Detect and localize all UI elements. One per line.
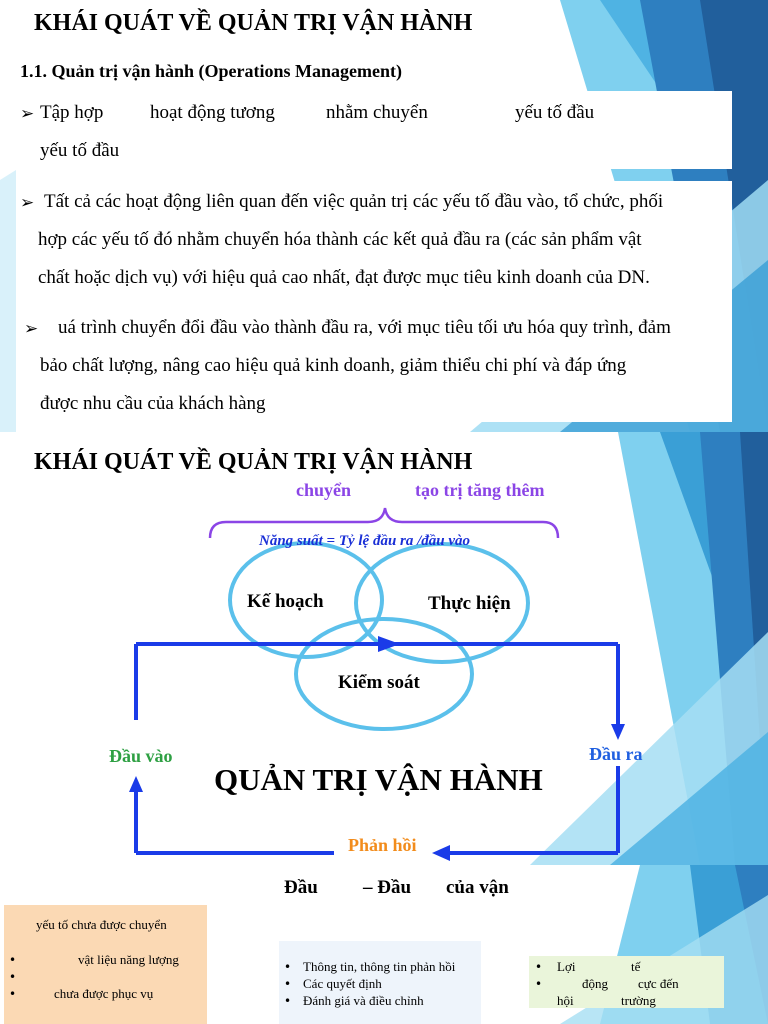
bullet3-line-2: bảo chất lượng, nâng cao hiệu quả kinh doanh, giảm thiểu chi phí và đáp ứng [40, 355, 627, 376]
inputs-card-title: yếu tố chưa được chuyển [36, 917, 167, 932]
label-control: Kiểm soát [338, 672, 420, 693]
bullet-dot: • [284, 994, 292, 1008]
operations-management-title: QUẢN TRỊ VẬN HÀNH [214, 762, 543, 797]
slide-2-title: KHÁI QUÁT VỀ QUẢN TRỊ VẬN HÀNH [34, 449, 473, 475]
bullet2-line-2: hợp các yếu tố đó nhằm chuyển hóa thành các kết quả đầu ra (các sản phẩm vật [38, 229, 642, 250]
inputs-card [4, 905, 207, 1024]
arrow-left-icon [432, 845, 450, 861]
outputs-item-2: tế [631, 959, 641, 974]
bullet-dot: • [9, 970, 17, 984]
bullet1-word-4: yếu tố đầu [515, 102, 595, 123]
label-plan: Kế hoạch [247, 591, 324, 612]
slide-1-title: KHÁI QUÁT VỀ QUẢN TRỊ VẬN HÀNH [34, 10, 473, 36]
process-item-1: Thông tin, thông tin phản hồi [303, 959, 456, 974]
slide-2 [0, 432, 768, 865]
bullet1-word-1: Tập hợp [40, 102, 104, 123]
outputs-item-6: trường [621, 993, 656, 1008]
bullet-box-1 [16, 91, 732, 169]
outputs-item-1: Lợi [557, 959, 576, 974]
inputs-item-3: chưa được phục vụ [54, 986, 154, 1001]
slide-1 [0, 0, 768, 432]
arrow-bullet-icon: ➢ [20, 193, 35, 213]
arrow-down-icon [611, 724, 625, 740]
bullet-dot: • [535, 960, 543, 974]
input-label: Đầu vào [109, 746, 173, 766]
bullet1-line-2: yếu tố đầu [40, 140, 120, 161]
bullet-dot: • [9, 987, 17, 1001]
outputs-item-3: động [582, 976, 608, 991]
brace-left-label: chuyển [296, 480, 352, 500]
feedback-label: Phản hồi [348, 835, 417, 855]
bullet2-line-1: Tất cả các hoạt động liên quan đến việc quản trị các yếu tố đầu vào, tổ chức, phối [44, 191, 664, 212]
inputs-item-1: vật liệu năng lượng [78, 952, 179, 967]
brace-right-label: tạo trị tăng thêm [415, 480, 545, 500]
slide-3-heading-word-1: Đầu [284, 877, 318, 898]
outputs-item-4: cực đến [638, 976, 679, 991]
process-item-2: Các quyết định [303, 976, 382, 991]
arrow-up-icon [129, 776, 143, 792]
process-card [279, 941, 481, 1024]
bullet3-line-1: uá trình chuyển đổi đầu vào thành đầu ra, với mục tiêu tối ưu hóa quy trình, đảm [58, 317, 671, 338]
bullet-box-2 [16, 181, 732, 422]
slide-1-subtitle: 1.1. Quản trị vận hành (Operations Management) [20, 61, 403, 81]
arrow-bullet-icon: ➢ [20, 104, 35, 124]
label-execute: Thực hiện [428, 593, 511, 614]
bullet1-word-2: hoạt động tương [150, 102, 275, 123]
arrow-bullet-icon: ➢ [24, 319, 39, 339]
productivity-formula: Năng suất = Tỷ lệ đầu ra /đầu vào [259, 533, 471, 549]
bullet-dot: • [9, 953, 17, 967]
outputs-card [529, 956, 724, 1008]
bullet-dot: • [284, 977, 292, 991]
bullet2-line-3: chất hoặc dịch vụ) với hiệu quả cao nhất, đạt được mục tiêu kinh doanh của DN. [38, 267, 650, 288]
bullet1-word-3: nhằm chuyển [326, 102, 428, 123]
operations-diagram [0, 432, 768, 865]
output-label: Đầu ra [589, 744, 643, 764]
slide-3 [0, 865, 768, 1024]
outputs-item-5: hội [557, 993, 574, 1008]
slide-3-heading-word-2: – Đầu [363, 877, 412, 898]
bullet-dot: • [535, 977, 543, 991]
bullet3-line-3: được nhu cầu của khách hàng [40, 393, 266, 414]
bullet-dot: • [284, 960, 292, 974]
process-item-3: Đánh giá và điều chỉnh [303, 993, 424, 1008]
slide-3-heading-word-3: của vận [446, 877, 509, 898]
